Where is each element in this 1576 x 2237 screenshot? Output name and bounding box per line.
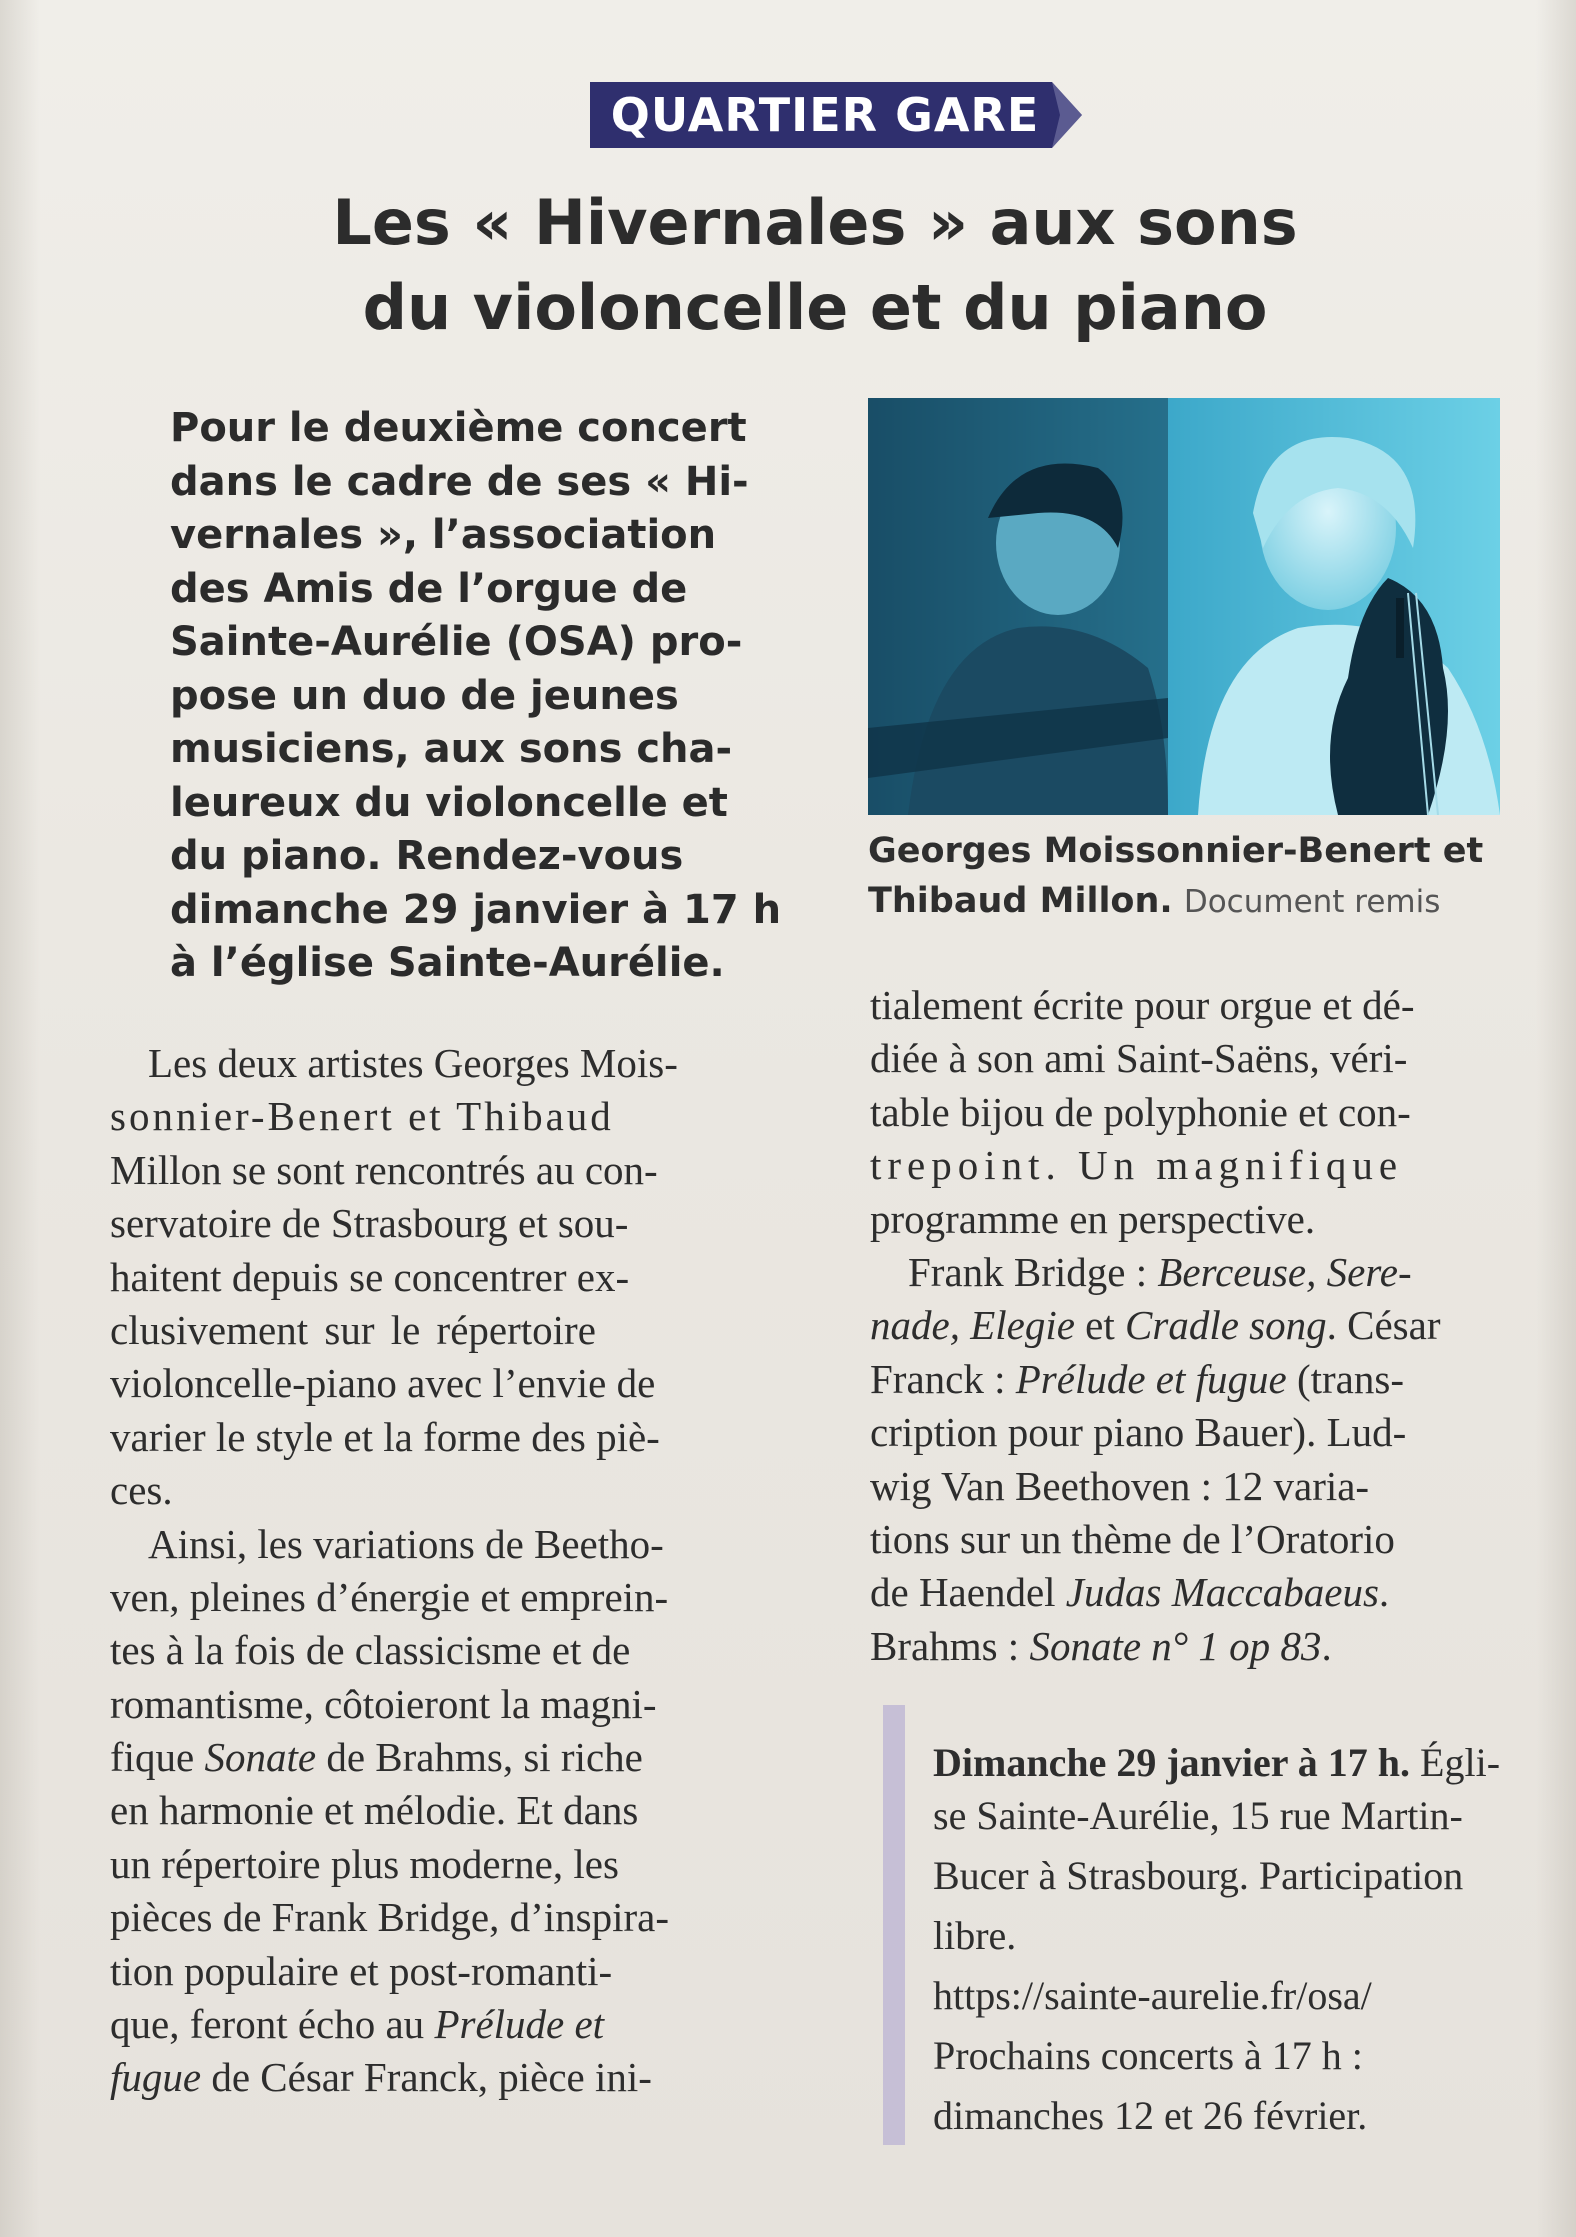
caption-credit: Document remis	[1183, 884, 1441, 920]
body-line: un répertoire plus moderne, les	[110, 1840, 619, 1887]
body-text: de Haendel	[870, 1569, 1066, 1616]
body-line: servatoire de Strasbourg et sou-	[110, 1200, 629, 1247]
body-line: Millon se sont rencontrés au con-	[110, 1146, 658, 1193]
headline-line-1: Les « Hivernales » aux sons	[332, 186, 1298, 259]
body-text: que, feront écho au	[110, 2001, 435, 2048]
body-text: . César	[1326, 1302, 1441, 1349]
body-line	[870, 1620, 1520, 1673]
info-text: Égli-	[1410, 1740, 1501, 1785]
body-text-italic: nade, Elegie	[870, 1302, 1075, 1349]
info-line	[933, 1733, 1553, 1786]
lead-line: dans le cadre de ses « Hi-	[170, 458, 749, 505]
body-text-italic: Cradle song	[1125, 1302, 1327, 1349]
body-text: de Brahms, si riche	[316, 1734, 643, 1781]
body-text-italic: Judas Maccabaeus	[1065, 1569, 1379, 1616]
body-text: Frank Bridge :	[908, 1248, 1158, 1295]
body-line: ven, pleines d’énergie et emprein-	[110, 1573, 669, 1620]
headline-line-2: du violoncelle et du piano	[362, 271, 1268, 344]
body-line: sonnier-Benert et Thibaud	[110, 1093, 614, 1140]
body-line: tialement écrite pour orgue et dé-	[870, 982, 1415, 1028]
body-line	[110, 1998, 810, 2051]
body-text-italic: Sonate	[204, 1734, 317, 1781]
body-line	[110, 1731, 810, 1784]
body-line: pièces de Frank Bridge, d’inspira-	[110, 1894, 670, 1941]
body-text-italic: fugue	[110, 2054, 202, 2101]
lead-line: dimanche 29 janvier à 17 h	[170, 886, 782, 933]
body-line: table bijou de polyphonie et con-	[870, 1088, 1411, 1135]
rubric-label: QUARTIER GARE	[610, 88, 1040, 142]
lead-line: leureux du violoncelle et	[170, 779, 728, 826]
body-text: .	[1378, 1569, 1390, 1616]
body-line: clusivement sur le répertoire	[110, 1306, 596, 1353]
info-line: se Sainte-Aurélie, 15 rue Martin-	[933, 1793, 1463, 1839]
body-column-left	[110, 1037, 810, 2105]
article-headline	[240, 180, 1390, 350]
section-rubric	[590, 82, 1090, 148]
body-line: programme en perspective.	[870, 1195, 1316, 1242]
lead-line: pose un duo de jeunes	[170, 672, 679, 719]
body-text-italic: Sonate n° 1 op 83	[1029, 1622, 1322, 1669]
info-box-body	[933, 1733, 1553, 2146]
body-line: romantisme, côtoieront la magni-	[110, 1680, 657, 1727]
body-line: varier le style et la forme des piè-	[110, 1413, 660, 1460]
body-line: trepoint. Un magnifique	[870, 1142, 1404, 1189]
body-text: .	[1321, 1622, 1332, 1669]
info-line: Bucer à Strasbourg. Participation	[933, 1853, 1464, 1899]
body-line: violoncelle-piano avec l’envie de	[110, 1360, 656, 1407]
body-line: tion populaire et post-romanti-	[110, 1947, 613, 1994]
info-box-accent-bar	[883, 1705, 905, 2145]
info-date: Dimanche 29 janvier à 17 h.	[933, 1740, 1411, 1785]
body-text: (trans-	[1286, 1355, 1404, 1402]
caption-names: Georges Moissonnier-Benert et Thibaud Millon.	[868, 831, 1484, 921]
practical-info-box	[883, 1705, 1543, 2145]
info-line: dimanches 12 et 26 février.	[933, 2093, 1368, 2139]
body-line	[870, 1566, 1520, 1619]
photo-illustration	[868, 398, 1500, 815]
lead-line: à l’église Sainte-Aurélie.	[170, 940, 725, 986]
lead-line: Pour le deuxième concert	[170, 405, 747, 451]
body-text-italic: Prélude et	[434, 2001, 605, 2048]
body-line: tions sur un thème de l’Oratorio	[870, 1515, 1395, 1562]
lead-line: Sainte-Aurélie (OSA) pro-	[170, 619, 743, 665]
body-text-italic: Prélude et fugue	[1015, 1355, 1287, 1402]
body-text: Franck :	[870, 1355, 1016, 1402]
body-line	[110, 2051, 810, 2104]
body-line: diée à son ami Saint-Saëns, véri-	[870, 1035, 1408, 1082]
lead-line: musiciens, aux sons cha-	[170, 726, 733, 772]
musicians-photo	[868, 398, 1500, 815]
lead-line: du piano. Rendez-vous	[170, 833, 684, 879]
body-line: ces.	[110, 1467, 173, 1514]
body-line: Les deux artistes Georges Mois-	[148, 1040, 678, 1086]
info-url: https://sainte-aurelie.fr/osa/	[933, 1973, 1372, 2019]
body-line	[870, 1246, 1520, 1299]
lead-line: vernales », l’association	[170, 512, 717, 558]
body-column-right	[870, 979, 1520, 1673]
body-text: Brahms :	[870, 1622, 1030, 1669]
body-line: cription pour piano Bauer). Lud-	[870, 1409, 1407, 1456]
article-lead	[170, 402, 820, 991]
body-line: Ainsi, les variations de Beetho-	[148, 1520, 664, 1567]
body-line	[870, 1299, 1520, 1352]
info-line: libre.	[933, 1913, 1017, 1959]
body-line: en harmonie et mélodie. Et dans	[110, 1787, 639, 1834]
body-text-italic: Berceuse, Sere-	[1157, 1248, 1412, 1295]
body-text: et	[1074, 1302, 1126, 1349]
info-line: Prochains concerts à 17 h :	[933, 2033, 1363, 2079]
body-text: de César Franck, pièce ini-	[201, 2054, 652, 2101]
body-line: haitent depuis se concentrer ex-	[110, 1253, 630, 1300]
body-line: tes à la fois de classicisme et de	[110, 1627, 631, 1674]
lead-line: des Amis de l’orgue de	[170, 565, 688, 612]
body-line: wig Van Beethoven : 12 varia-	[870, 1462, 1370, 1509]
photo-caption	[868, 826, 1518, 927]
body-line	[870, 1353, 1520, 1406]
page-shadow-left	[0, 0, 40, 2237]
body-text: fique	[110, 1734, 205, 1781]
